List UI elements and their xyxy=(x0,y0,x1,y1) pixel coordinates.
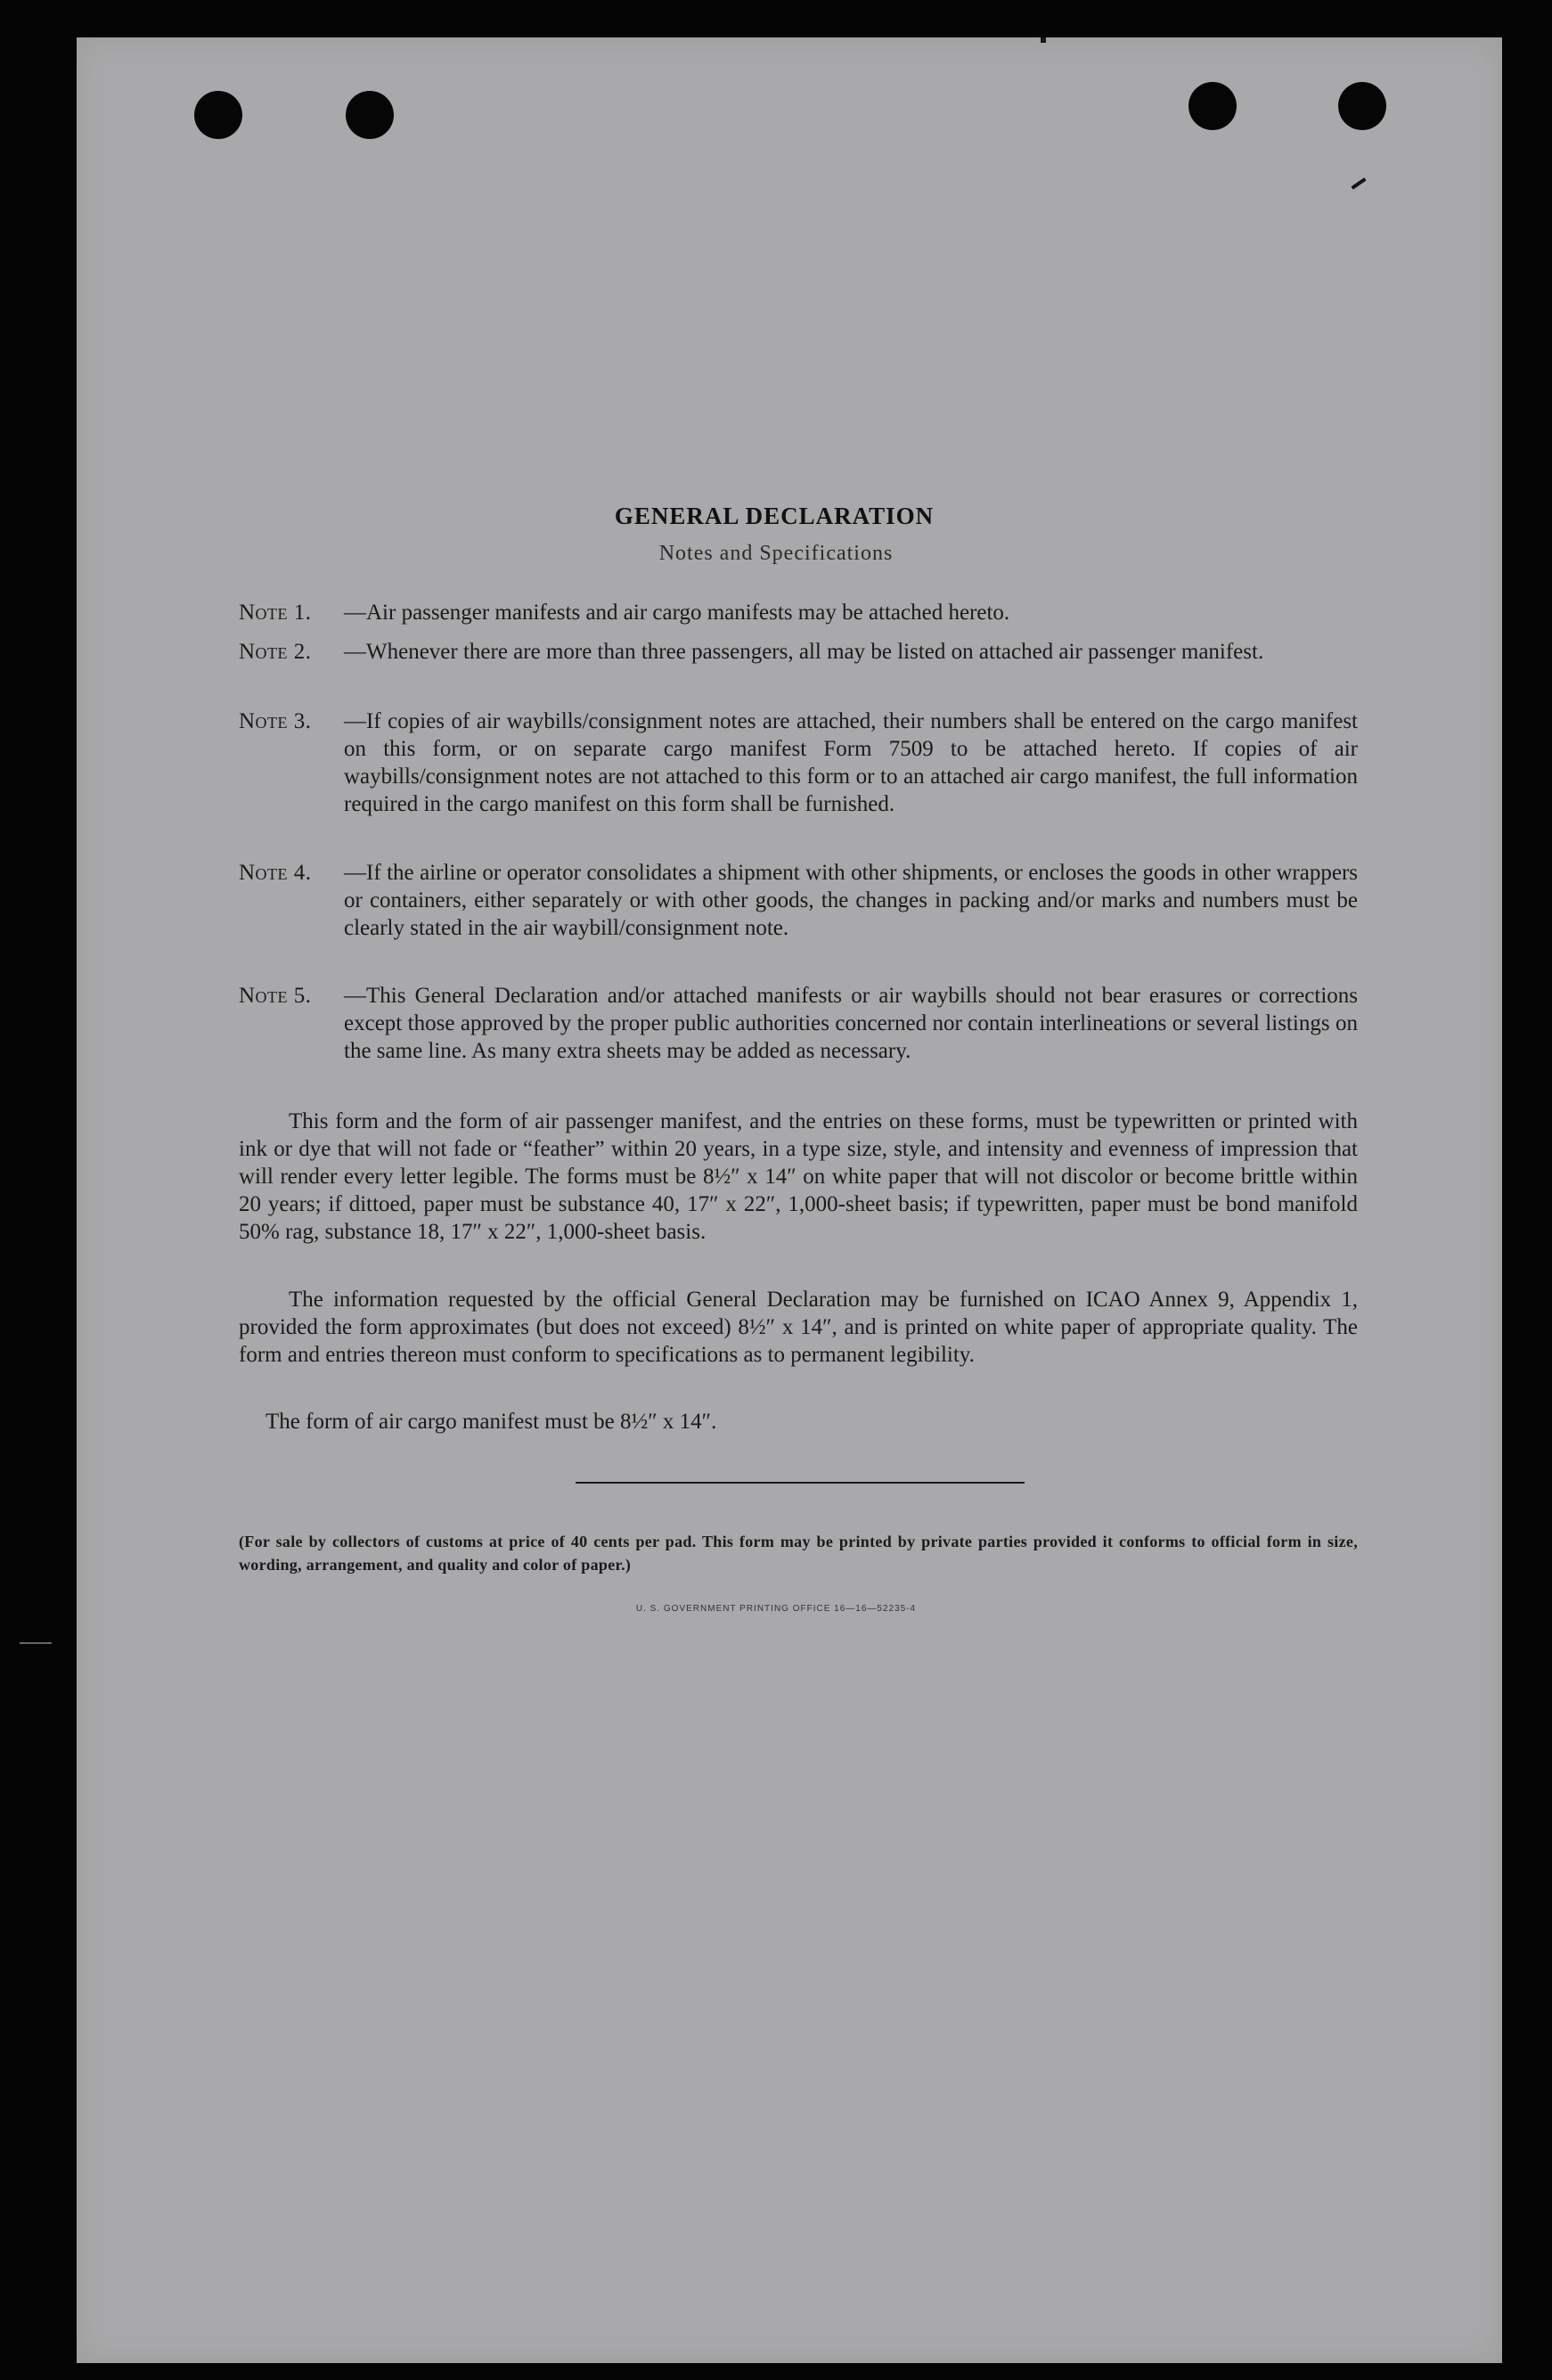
form-specification-paragraph: This form and the form of air passenger manifest, and the entries on these forms, must be typewritten or printed with ink or dye that will not fade or “feather” within 20 years, in a type size, style, and intensity and evenness of impression that will render every letter legible. The forms must be 8½″ x 14″ on white paper that will not discolor or become brittle within 20 years; if dittoed, paper must be substance 40, 17″ x 22″, 1,000-sheet basis; if typewritten, paper must be bond manifold 50% rag, substance 18, 17″ x 22″, 1,000-sheet basis. xyxy=(239,1109,1358,1244)
ink-mark xyxy=(1041,37,1046,43)
bleed-through-text xyxy=(148,247,371,282)
note-2 xyxy=(239,638,1358,666)
note-text: —This General Declaration and/or attached manifests or air waybills should not bear erasures or corrections except those approved by the proper public authorities concerned nor contain interlineations or several listings on the same line. As many extra sheets may be added as necessary. xyxy=(344,984,1358,1063)
punch-hole-1 xyxy=(194,91,242,139)
edge-mark xyxy=(20,1642,52,1644)
divider-rule xyxy=(576,1482,1025,1484)
printer-imprint: U. S. GOVERNMENT PRINTING OFFICE 16—16—52235-4 xyxy=(635,1604,917,1614)
punch-hole-4 xyxy=(1338,82,1386,130)
punch-hole-2 xyxy=(346,91,394,139)
declaration-subtitle: Notes and Specifications xyxy=(658,542,894,565)
declaration-title: GENERAL DECLARATION xyxy=(614,503,935,529)
note-3 xyxy=(239,707,1358,818)
note-5 xyxy=(239,982,1358,1065)
note-text: —If the airline or operator consolidates a shipment with other shipments, or encloses the goods in other wrappers or containers, either separately or with other goods, the changes in packing and/or marks and numbers must be clearly stated in the air waybill/consignment note. xyxy=(344,861,1358,940)
sale-notice: (For sale by collectors of customs at price of 40 cents per pad. This form may be printed by private parties provided it conforms to official form in size, wording, arrangement, and quality and color of paper.) xyxy=(239,1533,1358,1574)
note-text: —If copies of air waybills/consignment notes are attached, their numbers shall be entered on the cargo manifest on this form, or on separate cargo manifest Form 7509 to be attached hereto. If copies of air waybills/consignment notes are not attached to this form or to an attached air cargo manifest, the full information required in the cargo manifest on this form shall be furnished. xyxy=(344,709,1358,816)
note-label: Note 2. xyxy=(239,640,312,664)
cargo-manifest-size-note: The form of air cargo manifest must be 8½″ x 14″. xyxy=(265,1410,717,1434)
note-label: Note 1. xyxy=(239,601,312,625)
note-1 xyxy=(239,599,1358,626)
note-text: —Whenever there are more than three passengers, all may be listed on attached air passenger manifest. xyxy=(344,640,1264,664)
ink-mark xyxy=(1351,177,1366,190)
note-label: Note 5. xyxy=(239,984,312,1008)
note-text: —Air passenger manifests and air cargo manifests may be attached hereto. xyxy=(344,601,1010,625)
note-label: Note 4. xyxy=(239,861,312,885)
note-4 xyxy=(239,859,1358,942)
punch-hole-3 xyxy=(1189,82,1237,130)
icao-annex-paragraph: The information requested by the official General Declaration may be furnished on ICAO Annex 9, Appendix 1, provided the form approximates (but does not exceed) 8½″ x 14″, and is printed on white paper of appropriate quality. The form and entries thereon must conform to specifications as to permanent legibility. xyxy=(239,1288,1358,1367)
note-label: Note 3. xyxy=(239,709,312,733)
